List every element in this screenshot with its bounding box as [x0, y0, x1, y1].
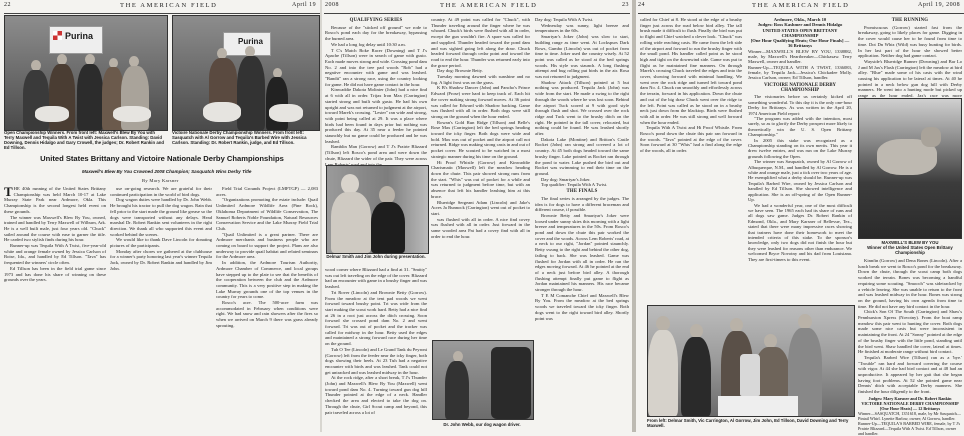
john-webb-caption: Dr. John Webb, our dog wagon driver. — [443, 422, 521, 427]
john-webb-photo — [432, 340, 534, 420]
masthead-rule — [324, 13, 630, 14]
p24-column-3-top: THE RUNNING Promiscuous (Gorrow) started fast from the breakaway, going to likely places for game. Digging in the cover would cause her to be found from time to time. Dot Dn Whiz (Wild) was busy hunting for birds. In her last part of the hour she showed better application. Neither dog had game contact. Wayside's Blueridge Runner (Downing) and Bar Lo J and M Jax's Flash (Carrington) left the meadow at bird alley. "Blue" made some of his casts with the wind causing his application to be lateral at times. At 40 he pointed in a neck below gun dog hill with Derby manners. He went into a hunting mode but picked up range as the hour ended. Jax's race was more — [858, 18, 962, 99]
page-number: 24 — [638, 2, 645, 8]
masthead-date: April 19 — [292, 2, 317, 8]
group-presentation-photo — [647, 305, 855, 417]
article-headline: United States Brittany and Victoire Nationale Derby Championships — [40, 154, 284, 163]
drop-cap: T — [4, 184, 13, 199]
trophy-icon — [740, 354, 760, 396]
article-byline: By Mary Karsner — [142, 178, 179, 183]
masthead-date: April 19, 2008 — [918, 2, 961, 8]
checkerboard-logo-icon — [53, 31, 62, 40]
p23-column-1-bottom: wood corner where Blizzard had a find at 31. "Smitty" was out left traveling on the edge of the cover. Blizzard had an encounter with game in a brushy finger and was leashed. Tri Rover (Lincoln) and Brownie Betty (Gorrow). From the meadow at the tent pad woods we went forward toward brushy point. Tri was wide from the start making the scout work hard. Betty had a nice find at 26 in a root just across the ditch crossing. Soon forward she crossed pond dam No. 2 and went forward. Tri was out of pocket and the tracker was called for midway in the hour. Betty used the edges and maintained a strong forward race during her time on the ground. Tuh O Tee (Lincoln) and Le Grand Tank du Peyroni (Gorrow) left from the feeder near the icky finger, both dogs showing their heels. At 23 Tuh had a negative encounter with birds and was leashed. Tank could not get untracked and was leashed midway in the hour. At the rock ridge, after a short break, T J's Thunder (John) and Maxwell's Blew By You (Maxwell) went toward pond dam No. 4. Turning toward gun dog hill Thunder pointed at the edge of a neck. Handler checked the area and elected to take the dog on. Through the chute, Girl Scout camp and beyond, this pair traveled across a lot of — [325, 267, 427, 415]
masthead-year: 2008 — [325, 2, 339, 8]
p23-column-1-top: QUALIFYING SERIES Because of the "sticked off ground" we rode to Rosco's pond each day for the breakaway, bypassing the burned area. We had a long fog delay until 10:30 a.m. T C's Match Boke Racer (Downing) and T J's Apache (Tillson) were in search of game with gusto. Each made moves strong and wide. Crossing pond dam No. 2 and into the tree pad woods "Rob" had a negative encounter with game and was leashed. "Bandit" ran a strong race, using the country looking for game. He did not have game contact in the hour. Kinwaddie Dakota Molinier (John) had a nice find at 6 with all in order. Trijax Iron Max (Carrington) started strong and built with gusto. He had his own upright and was not returned to judgment at the airport, toward Marek's crossing. "Lester" ran wide and strong, with point being called at 29. It was a place where birds had been found in days prior but nothing was produced this day. At 35 near a feeder he pointed staunchly but no game could be produced and he was leashed. Ramblin Man (Gorrow) and T J's Prairie Blizzard (Tillson) left Rosco's pond area and were down the chute, Blizzard the wider of the pair. They were across — [325, 18, 427, 161]
masthead-rule — [638, 13, 964, 14]
open-winners-caption: Open Championship Winners. From front left: Maxwell's Blew By You with Terry Maxwell and Tequila With A Twist with Jessica Carlson. Standing: David Downing, Dennis Hidalgo and Gary Crowell, the judges; Dr. Robert Rankin and Ed Tillson. — [4, 130, 164, 150]
group-presentation-caption: From left: Delmar Smith, Vic Carrington, Al Gorrow, Jim John, Ed Tillson, David Downing and Terry Maxwell. — [647, 418, 849, 428]
p24-column-1: called for Chief at 8. He stood at the edge of a brushy finger just across the road below bird alley. The tall brush made it difficult to flush. Finally the bird was put to flight and Chief watched a clever look. "Chuck" was rolling wide reaching casts. He came from the left side of the airport and forward to run the brushy finger with the small pond. His handler called point as he stood high and tight on the downwind side. Game was put to flight as he maintained fine manners. On through Marek's crossing Chuck traveled the edges and into the cover, showing forward with minimal handling. We went over the rock ridge and turned left toward pond dam No. 4. Chuck ran smoothly and effortlessly across the terrain, forward in his application. Down the chute and out of the big draw Chuck went over the ridge to the left. Point was called as he stood on in a brushy neck just down from the blacktop. Birds were flushed with all in order. He was still strong and well forward when the hour ended. Tequila With A Twist and Hi Proof Whistle. From Rosco's pond down the chute this pair ran forward in the woods. "Tava" pointed at the edge of the cover. Soon forward at 30 "Whis" had a find along the edge of the woods, all in order. — [640, 17, 742, 154]
maxwell-blew-by-you-photo — [858, 98, 962, 239]
victoire-report: VICTOIRE NATIONALE DERBY CHAMPIONSHIP The visionaries before us certainly kicked off something wonderful. To this day it is the only one-hour Derby for Brittanys. As was written in the April 20, 1974 American Field report: "The program was added with the intention, most surely, so as to glorify the Derby prospect more likely to theoretically win the U. S. Open Brittany Championship." In 2005 this stake was recognized as a Championship standing on its own merits. This year it drew twelve entries, and was run on the Lake Murray grounds following the Open. The winner was Sasquatch, owned by Al Gorrow of Albuquerque, N.M., and handled by Al Gorrow. He is a white and orange male, just a tick over two years of age. He exemplified what a derby should be. Runner-up was Tequila's Barbed Wire, owned by Jessica Carlson and handled by Ed Tillson. She showed intelligence and application. She is an off-spring of the Open Runner-Up. We had a wonderful year, one of the most difficult we have seen. The 1965 each had its share of runs and all dogs saw game. Judges Dr. Robert Rankin of Edmond, Okla., and Mary Karsner of Bellevue, Tex., stated that there were many impressive races showing that trainers have done their homework to meet the intended criteria of this stake. To the sponsor's knowledge, only two dogs did not finish the hour but they were leashed for reasons other than endurance. We welcomed Bryce Novotny and his dad from Louisiana. They are first-timers to this event. — [748, 82, 852, 262]
open-winner-entry: Winner—MAXWELL'S BLEW BY YOU, 1338882, male, by Maxwell's Heartbreaker—Chickasaw. Terry Maxwell, owner and handler. — [748, 48, 852, 65]
article-subhead: Maxwell's Blew By You Crowned 2008 Champion; Sasquatch Wins Derby Title — [82, 169, 252, 174]
maxwell-caption: MAXWELL'S BLEW BY YOU Winner of the United States Open Brittany Championship — [867, 240, 953, 255]
p24-column-2 — [748, 17, 852, 301]
open-runner-up-entry: Runner-Up—TEQUILA WITH A TWIST, 1336083, female, by Tequila Jack—Jessica's Chickadee Molly. Jessica Carlson, owner; Ed Tillson, handler. — [748, 64, 852, 81]
purina-banner: Purina — [49, 26, 103, 54]
open-results-box: Ardmore, Okla., March 10 Judges: Ross Kashmer and Dennis Hidalgo UNITED STATES OPEN BRITTANY CHAMPIONSHIP [One Hour Qualifying Heats; One Hour Finals] — 36 Brittanys Winner—MAXWELL'S BLEW BY YOU, 1338882, male, by Maxwell's Heartbreaker—Chickasaw. Terry Maxwell, owner and handler. Runner-Up—TEQUILA WITH A TWIST, 1336083, female, by Tequila Jack—Jessica's Chickadee Molly. Jessica Carlson, owner; Ed Tillson, handler. — [748, 17, 852, 81]
delmar-smith-photo — [326, 165, 429, 254]
delmar-smith-caption: Delmar Smith and Jim John during presentation. — [326, 254, 426, 259]
purina-banner: Purina — [223, 32, 271, 56]
masthead-title: THE AMERICAN FIELD — [440, 2, 538, 9]
p24-column-3-bottom: Kinnfin (Gorrow) and Dena Bones (Lincoln). After a lunch break we went to Rosco's pond for the breakaway. Down the chute, through the scout camp both dogs worked the terrain. Bones was becoming a handful requiring some scouting. "Smooch" was sidetracked by a vehicle leaving. She was unable to return to the front and was leashed midway in the hour. Bones was strong on the ground, having his own agenda from time to time. He did not have any bird contact in the hour. Chick's Son Of The South (Carrington) and Shaw's Pennhurston Xpress (Novotny). From the boat ramp meadow this pair went to hunting the cover. Both dogs made some nice casts but were inconsistent in maintaining the front. At 24 "Sonny" pointed at the edge of the brushy finger with the little pond, standing until the bird went. Shaw handled the cover, lateral at times. He finished at moderate range without bird contact. Tequila's Barbed Wire (Tillson) ran as a 'bye.' "Trouble" ran hard and forward covering the course with vigor. At 44 she had bird contact and at 48 had an unproductive. It appeared by her gait that she began having foot problems. At 52 she pointed game near Dennis' ditch with acceptable Derby manners. She finished the hour diligently to the front. — [858, 258, 962, 395]
masthead-rule — [4, 13, 320, 14]
derby-results-box: Judges: Mary Karsner and Dr. Robert Rankin VICTOIRE NATIONALE DERBY CHAMPIONSHIP [One Hour Heats] — 12 Brittanys Winner—SASQUATCH, 1351618, male, by Mr Sasquatch—Pintail Whirl. Lynette Barlow, owner; Al Gorrow, handler. Runner-Up—TEQUILA'S BARBED WIRE, female, by T J's Prairie Blizzard—Tequila With A Twist. Ed Tillson, owner and handler. — [858, 396, 961, 436]
page-number: 23 — [622, 2, 629, 8]
p23-column-3: Day dog: Tequila With A Twist. Wednesday was sunny, light breeze and temperatures in the 60s. Smartyar's Joker (John) was slow to start, building range as time went. At Lockspurs Dark Rows, Gumbo (Lincoln) was out of pocket from time to time. Joker used the country wisely. At 52 point was called as he stood at the bed springs woods. His style was staunch. A long flushing attempt and bug rolling put birds in the air. Rosa was not returned to judgment. Shadow Attack (Tillson) pointed at 5 but nothing was produced. Tequila Jack (John) was wide from the start. He made a swing to the right through the woods where he was lost soon. Behind the airport Tuck scored at 9 with good style through flush and shot. We crossed over the rock ridge and Tuck went to the brushy ditch on the right. He pointed in the tall cover, relocated, but nothing could be found. He was leashed shortly after. Dakota Lake (Montine) and Britton's Castle Rocket (John) ran strong and covered a lot of country. At 45 both dogs headed toward the same brushy finger. Lake pointed as Rocket ran through the pond to water. Lake pushed the bird out and Rocket was swimming to end their time on the ground. Day dog: Smartyar's Joker. Top qualifier: Tequila With A Twist. THE FINALS The final series is arranged by the judges. The idea is for dogs to have a different braceman and different course, if possible. Brownie Betty and Smartyar's Joker were loosed under sunny skies this morning with a light breeze and temperatures in the 50s. From Rosco's pond and down the chute this pair worked the cover and the woods. Across Lem Roberts' road, at a neck to our right, "Jordan" pointed staunchly. Betty swung to the right and behind the other dog, failing to back. She was leashed. Game was flushed for Jordan with all in order. He ran the edges moving forward. At 46 he pointed at the end of a neck just before bird alley. A thorough flushing attempt finally put game to flight as Jordan maintained his manners. His race became stronger through the hour. T E M Comanche Chief and Maxwell's Blew By You. From the meadow at the bed springs woods we traveled toward the icky finger. Both dogs went to the right toward bird alley. Shortly point was — [535, 17, 629, 321]
page-number: 22 — [4, 2, 11, 8]
masthead-title: THE AMERICAN FIELD — [752, 2, 850, 9]
spread-gutter — [632, 0, 636, 432]
open-winners-photo — [4, 15, 168, 131]
p22-column-1: T HE 40th running of the United States Brittany Championship was held March 10-17 at Lake Murray State Park near Ardmore, Okla. This Championship is the second longest held event on these grounds. The winner was Maxwell's Blew By You, owned, trained and handled by Terry Maxwell of Wilburn, Ark. He is a well built male, just four years old. "Chuck" sailed around the course with ease to garner the title. He carded two stylish finds during his hour. Runner-up was Tequila With A Twist, five-year-old white and orange female owned by Jessica Carlson of Boise, Ida., and handled by Ed Tillson. "Tava" has frequented the winners' circle often. Ed Tillson has been in the field trial game since 1973 and has done his share of winning on these grounds over the years. — [4, 184, 106, 283]
p22-column-2: use on-going research. We are grateful for their continued participation in the world of bird dogs. Dog wagon duties were handled by Dr. John Webb. He brought his tractor to pull the dog wagon. Rain that fell prior to the start made the ground like grease so the dogs were transported without any delays. Head marshal Dr. Robert Rankin sent volunteers in the right direction. We thank all who supported this event and worked behind the scenes. We would like to thank Dave Lincoln for donating pictures of the participants. Monday after chores we gathered at the clubhouse for a winner's party honoring last year's winner Tequila Jack, owned by Dr. Robert Rankin and handled by Jim John. — [110, 186, 212, 271]
p22-column-3: Field Trial Grounds Project (LMFTGP) — 2,083 acres. "Organizations promoting the estate include: Quail Unlimited Ardmore Wildlife Area (Pine Rock), Oklahoma Department of Wildlife Conservation, The Samuel Roberts Noble Foundation, Natural Resources Conservation Service and the Lake Murray Field Trial Club. "Quail Unlimited is a great partner. There are Ardmore merchants and business people who are coming on board to support the project. Plans are also underway to provide quail habitat and related seminars for the Ardmore area. In addition, the Ardmore Tourism Authority, Ardmore Chamber of Commerce, and local groups have stepped up to the plate to see that the benefits of the cooperation between the club and the Ardmore community. This is a very positive step in making the Lake Murray grounds one of the top venues in the country for years to come. Rosco's acre. The 500-acre farm was accommodated in February when conditions were right. We had snow and rain showers after the fires so when we arrived on March 9 there was grass already sprouting. — [216, 186, 318, 328]
masthead-title: THE AMERICAN FIELD — [120, 2, 218, 9]
page-gutter — [320, 0, 322, 432]
derby-winners-photo — [172, 15, 320, 131]
p23-column-2-top: country. At 49 point was called for "Chuck", with Thunder traveling around the finger where he was whoaed. Chuck's birds were flushed with all in order, except the gun wouldn't fire. A spare was called for and supplied. Thunder headed toward the pond dam and was sighted going left along the draw. Chuck headed forward through cedar point and toward the road to end the hour. Thunder was returned early into the grace period. Day dog: Brownie Betty. Tuesday morning dawned with sunshine and no fog. A light frost was on the grass. K B's Shadow Dancer (John) and Pancho's Prince Edward (Prose) were hard to keep track of. Each hit the cover making strong forward moves. At 36 point was called for Edward with Shadow backing. Game was flushed with all in order. Both dogs were still strong on the ground when the hour ended. Rowan's Gold Run Ridge (Tillson) and Belle's Rose Max (Carrington) left the bed springs heading toward the icky finger. Both dogs were wide and bold. Max was out of pocket and the airport call not returned. Ridge was making strong casts in and out of pocket cover. He scouted to be watched in a most strategic manner during his time on the ground. Hi Proof Whistle (Gorrow) and Kinwaddie Charismatic (Maxwell) left the meadow heading down the chute. This pair showed strong runs from the start. "Whis" was out of pocket for a while and was returned to judgment before time, but with an absence that left his handler leashing him at this brace. Blueridge Sergeant Adam (Lincoln) and Jake's Acres Ja Bunnock (Carrington) went out of pocket to start. was flushed with all in order. A nice find covey was flushed with all in order. Just forward in the same wooded area Pat had a covey find with all in order to end the hour. — [431, 17, 531, 239]
derby-winners-caption: Victoire Nationale Derby Championship Winners. From front left: Sasquatch with Al Gorrow and Tequila's Barbed Wire with Jessica Carlson. Standing: Dr. Robert Rankin, judge, and Ed Tillson. — [172, 130, 307, 145]
